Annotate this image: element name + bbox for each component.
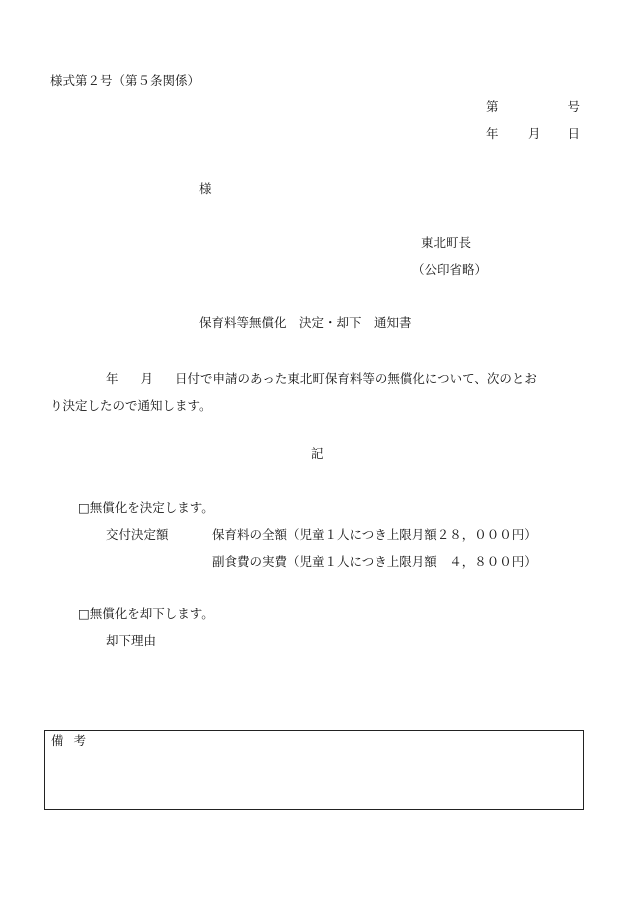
grant-amount-label: 交付決定額	[106, 527, 169, 542]
reject-reason-label: 却下理由	[106, 633, 157, 648]
record-mark: 記	[311, 446, 324, 461]
document-number-prefix: 第	[486, 99, 499, 114]
recipient-honorific: 様	[199, 181, 212, 196]
seal-note: （公印省略）	[412, 262, 488, 277]
body-line-1-text: 日付で申請のあった東北町保育料等の無償化について、次のとお	[175, 371, 537, 386]
document-number-suffix: 号	[567, 99, 580, 114]
issue-date-day: 日	[567, 126, 580, 141]
document-title: 保育料等無償化 決定・却下 通知書	[199, 315, 412, 330]
issue-date-month: 月	[528, 126, 541, 141]
body-paragraph	[50, 365, 580, 419]
sender-name: 東北町長	[421, 235, 472, 250]
body-month: 月	[140, 371, 154, 386]
body-line-1	[50, 365, 580, 392]
reject-option: □無償化を却下します。	[78, 606, 214, 621]
approve-option: □無償化を決定します。	[78, 500, 214, 515]
issue-date-year: 年	[486, 126, 499, 141]
body-line-2: り決定したので通知します。	[50, 398, 212, 413]
body-year: 年	[106, 371, 119, 386]
grant-amount-meal-cost: 副食費の実費（児童１人につき上限月額 ４，８００円）	[212, 554, 537, 569]
remarks-label: 備考	[51, 733, 97, 748]
remarks-box	[44, 730, 584, 810]
grant-amount-childcare-fee: 保育料の全額（児童１人につき上限月額２８，０００円）	[212, 527, 537, 542]
form-number: 様式第２号（第５条関係）	[50, 73, 201, 88]
